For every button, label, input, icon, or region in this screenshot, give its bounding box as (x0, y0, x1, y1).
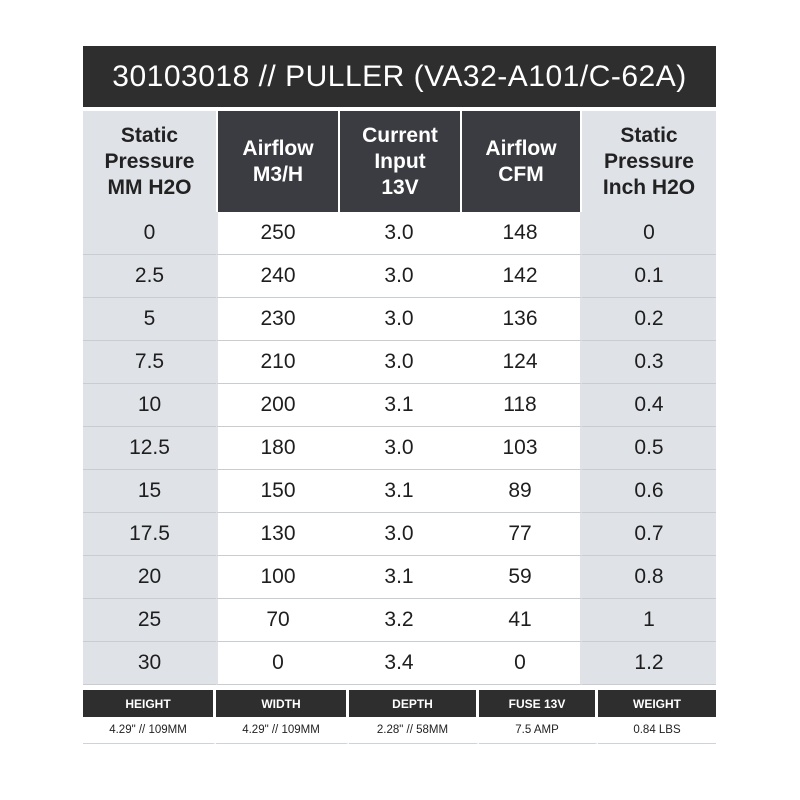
cell-airflow-m3h: 210 (216, 341, 338, 384)
spec-label-depth: DEPTH (349, 690, 479, 717)
cell-airflow-m3h: 230 (216, 298, 338, 341)
cell-airflow-m3h: 180 (216, 427, 338, 470)
spec-value-depth: 2.28" // 58MM (349, 717, 479, 744)
cell-current-input: 3.0 (338, 427, 460, 470)
cell-static-pressure-mm: 2.5 (83, 255, 216, 298)
spec-value-width: 4.29" // 109MM (216, 717, 349, 744)
cell-airflow-m3h: 100 (216, 556, 338, 599)
cell-current-input: 3.1 (338, 470, 460, 513)
cell-current-input: 3.1 (338, 556, 460, 599)
cell-airflow-cfm: 148 (460, 212, 582, 255)
cell-airflow-cfm: 77 (460, 513, 582, 556)
cell-static-pressure-mm: 17.5 (83, 513, 216, 556)
cell-airflow-cfm: 136 (460, 298, 582, 341)
cell-static-pressure-inch: 0.8 (582, 556, 716, 599)
cell-static-pressure-inch: 0.2 (582, 298, 716, 341)
cell-airflow-m3h: 70 (216, 599, 338, 642)
header-static-pressure-inch: Static Pressure Inch H2O (582, 107, 716, 212)
cell-airflow-m3h: 250 (216, 212, 338, 255)
cell-static-pressure-mm: 0 (83, 212, 216, 255)
cell-static-pressure-inch: 0.6 (582, 470, 716, 513)
cell-airflow-m3h: 150 (216, 470, 338, 513)
spec-value-height: 4.29" // 109MM (83, 717, 216, 744)
cell-airflow-m3h: 240 (216, 255, 338, 298)
table-body (83, 212, 716, 685)
cell-static-pressure-mm: 15 (83, 470, 216, 513)
spec-label-fuse: FUSE 13V (479, 690, 598, 717)
spec-value-fuse: 7.5 AMP (479, 717, 598, 744)
header-static-pressure-mm: Static Pressure MM H2O (83, 107, 216, 212)
cell-static-pressure-mm: 20 (83, 556, 216, 599)
cell-static-pressure-mm: 30 (83, 642, 216, 685)
cell-current-input: 3.0 (338, 513, 460, 556)
cell-airflow-m3h: 130 (216, 513, 338, 556)
cell-airflow-cfm: 103 (460, 427, 582, 470)
cell-static-pressure-inch: 0.7 (582, 513, 716, 556)
cell-current-input: 3.0 (338, 255, 460, 298)
cell-static-pressure-inch: 0.5 (582, 427, 716, 470)
cell-static-pressure-mm: 25 (83, 599, 216, 642)
cell-static-pressure-mm: 7.5 (83, 341, 216, 384)
spec-label-height: HEIGHT (83, 690, 216, 717)
cell-airflow-cfm: 124 (460, 341, 582, 384)
cell-airflow-cfm: 0 (460, 642, 582, 685)
header-current-input: Current Input 13V (338, 107, 460, 212)
cell-current-input: 3.0 (338, 298, 460, 341)
cell-static-pressure-inch: 0 (582, 212, 716, 255)
cell-static-pressure-mm: 12.5 (83, 427, 216, 470)
header-airflow-cfm: Airflow CFM (460, 107, 582, 212)
cell-static-pressure-inch: 1.2 (582, 642, 716, 685)
specs-table (83, 690, 716, 744)
cell-static-pressure-inch: 1 (582, 599, 716, 642)
header-airflow-m3h: Airflow M3/H (216, 107, 338, 212)
performance-table (83, 107, 716, 212)
cell-current-input: 3.0 (338, 212, 460, 255)
cell-current-input: 3.2 (338, 599, 460, 642)
cell-airflow-cfm: 118 (460, 384, 582, 427)
spec-value-weight: 0.84 LBS (598, 717, 716, 744)
cell-current-input: 3.1 (338, 384, 460, 427)
cell-static-pressure-mm: 10 (83, 384, 216, 427)
cell-airflow-cfm: 41 (460, 599, 582, 642)
cell-static-pressure-inch: 0.1 (582, 255, 716, 298)
cell-current-input: 3.4 (338, 642, 460, 685)
table-title: 30103018 // PULLER (VA32-A101/C-62A) (83, 46, 716, 107)
spec-label-weight: WEIGHT (598, 690, 716, 717)
cell-airflow-cfm: 59 (460, 556, 582, 599)
cell-airflow-cfm: 89 (460, 470, 582, 513)
cell-static-pressure-mm: 5 (83, 298, 216, 341)
cell-static-pressure-inch: 0.3 (582, 341, 716, 384)
cell-current-input: 3.0 (338, 341, 460, 384)
spec-label-width: WIDTH (216, 690, 349, 717)
spec-sheet (83, 46, 716, 744)
cell-airflow-m3h: 0 (216, 642, 338, 685)
cell-static-pressure-inch: 0.4 (582, 384, 716, 427)
cell-airflow-m3h: 200 (216, 384, 338, 427)
cell-airflow-cfm: 142 (460, 255, 582, 298)
